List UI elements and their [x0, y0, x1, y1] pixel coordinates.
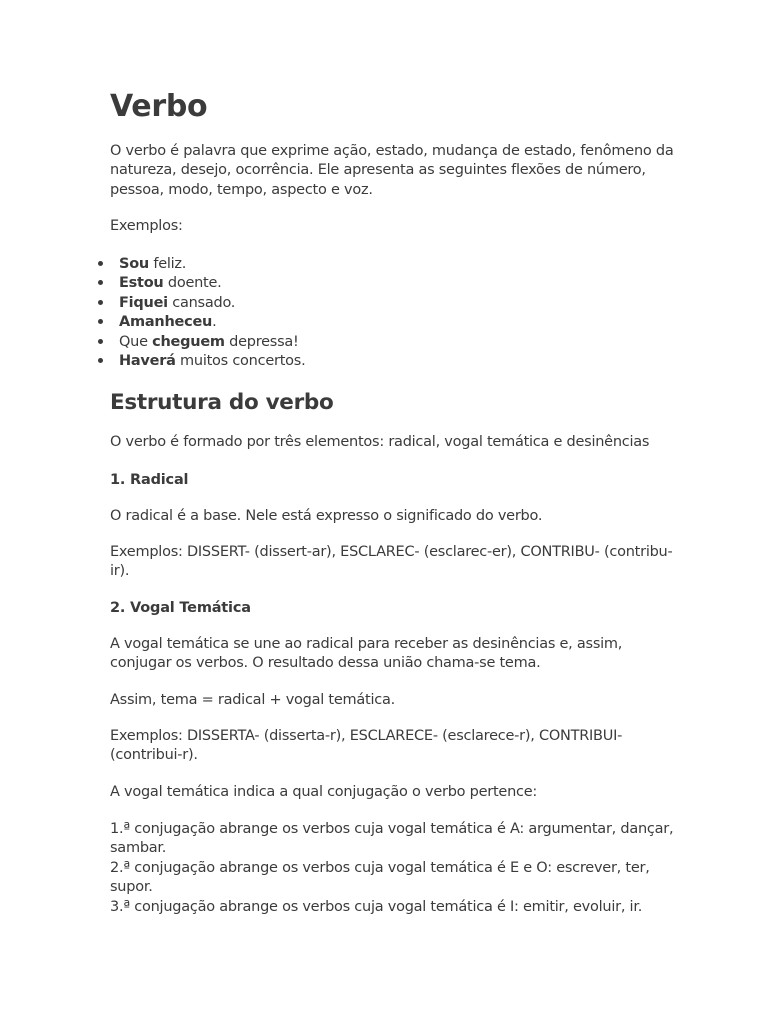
section-intro: O verbo é formado por três elementos: radical, vogal temática e desinências	[110, 434, 650, 450]
bullet-icon	[98, 339, 103, 344]
examples-label: Exemplos:	[110, 218, 183, 234]
bullet-icon	[98, 358, 103, 363]
intro-line: natureza, desejo, ocorrência. Ele apresenta as seguintes flexões de número,	[110, 162, 646, 179]
bullet-icon	[98, 261, 103, 266]
intro-line: pessoa, modo, tempo, aspecto e voz.	[110, 181, 373, 198]
section-title: Estrutura do verbo	[110, 390, 334, 415]
radical-examples-line: Exemplos: DISSERT- (dissert-ar), ESCLAREC- (esclarec-er), CONTRIBU- (contribu-	[110, 544, 673, 560]
intro-paragraph	[110, 142, 673, 200]
vogal-examples-line: Exemplos: DISSERTA- (disserta-r), ESCLARECE- (esclarece-r), CONTRIBUI-	[110, 728, 623, 744]
conjugation-line: 3.ª conjugação abrange os verbos cuja vogal temática é I: emitir, evoluir, ir.	[110, 898, 643, 915]
page-title: Verbo	[110, 89, 208, 124]
conjugation-line: 2.ª conjugação abrange os verbos cuja vogal temática é E e O: escrever, ter,	[110, 859, 650, 876]
vogal-heading: 2. Vogal Temática	[110, 600, 251, 616]
vogal-description-line: A vogal temática se une ao radical para receber as desinências e, assim,	[110, 636, 623, 652]
conjugation-line: 1.ª conjugação abrange os verbos cuja vogal temática é A: argumentar, dançar,	[110, 821, 674, 837]
conjugation-list	[110, 820, 673, 917]
vogal-description-line: conjugar os verbos. O resultado dessa união chama-se tema.	[110, 655, 541, 672]
conjugation-line: supor.	[110, 879, 153, 896]
vogal-examples-line: (contribui-r).	[110, 747, 198, 764]
radical-examples	[110, 543, 672, 582]
radical-heading: 1. Radical	[110, 472, 189, 488]
radical-description: O radical é a base. Nele está expresso o significado do verbo.	[110, 508, 543, 524]
bullet-icon	[98, 280, 103, 285]
conjugation-intro: A vogal temática indica a qual conjugação o verbo pertence:	[110, 784, 538, 800]
vogal-description	[110, 635, 622, 674]
intro-line: O verbo é palavra que exprime ação, estado, mudança de estado, fenômeno da	[110, 143, 674, 159]
vogal-examples	[110, 727, 622, 766]
conjugation-line: sambar.	[110, 840, 167, 857]
tema-formula: Assim, tema = radical + vogal temática.	[110, 692, 395, 708]
bullet-icon	[98, 300, 103, 305]
bullet-icon	[98, 319, 103, 324]
radical-examples-line: ir).	[110, 563, 130, 580]
